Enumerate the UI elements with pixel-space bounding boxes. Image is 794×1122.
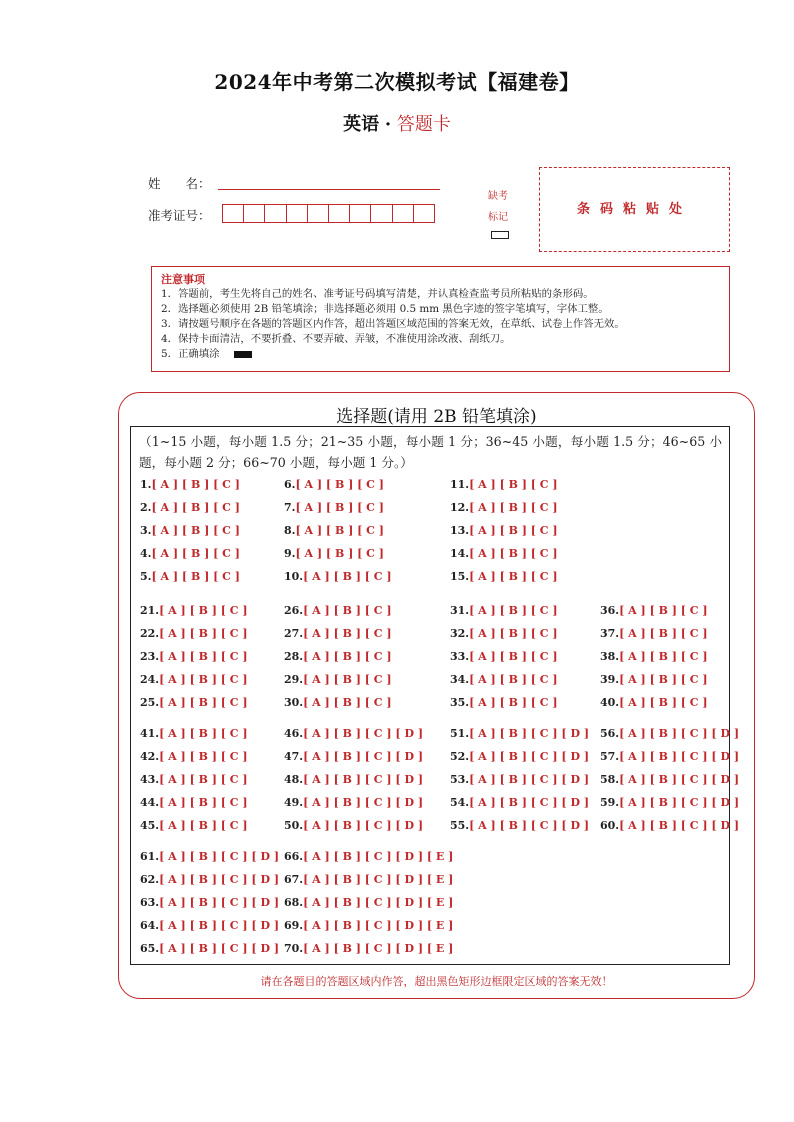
question-number: 35. bbox=[450, 696, 470, 709]
question-47-answer-row[interactable] bbox=[284, 750, 423, 763]
question-number: 22. bbox=[140, 627, 160, 640]
question-number: 45. bbox=[140, 819, 160, 832]
question-number: 43. bbox=[140, 773, 160, 786]
question-number: 6. bbox=[284, 478, 296, 491]
question-60-answer-row[interactable] bbox=[600, 819, 739, 832]
exam-number-digit-box[interactable] bbox=[286, 204, 308, 223]
question-44-answer-row[interactable] bbox=[140, 796, 248, 809]
answer-options[interactable]: [ A ] [ B ] [ C ] [ D ] [ E ] bbox=[303, 850, 454, 863]
answer-options[interactable]: [ A ] [ B ] [ C ] bbox=[295, 501, 384, 514]
answer-options[interactable]: [ A ] [ B ] [ C ] bbox=[295, 478, 384, 491]
answer-options[interactable]: [ A ] [ B ] [ C ] [ D ] bbox=[469, 796, 590, 809]
exam-number-digit-box[interactable] bbox=[370, 204, 392, 223]
answer-options[interactable]: [ A ] [ B ] [ C ] bbox=[159, 673, 248, 686]
question-number: 3. bbox=[140, 524, 152, 537]
question-number: 5. bbox=[140, 570, 152, 583]
answer-options[interactable]: [ A ] [ B ] [ C ] bbox=[469, 673, 558, 686]
barcode-label: 条码粘贴处 bbox=[576, 202, 692, 217]
question-number: 68. bbox=[284, 896, 304, 909]
question-49-answer-row[interactable] bbox=[284, 796, 423, 809]
answer-options[interactable]: [ A ] [ B ] [ C ] [ D ] bbox=[159, 896, 280, 909]
question-11-answer-row[interactable] bbox=[450, 478, 558, 491]
note-item: 2．选择题必须使用 2B 铅笔填涂；非选择题必须用 0.5 mm 黑色字迹的签字笔填写，字体工整。 bbox=[161, 303, 609, 315]
question-52-answer-row[interactable] bbox=[450, 750, 589, 763]
answer-options[interactable]: [ A ] [ B ] [ C ] bbox=[159, 773, 248, 786]
question-21-answer-row[interactable] bbox=[140, 604, 248, 617]
question-43-answer-row[interactable] bbox=[140, 773, 248, 786]
question-number: 44. bbox=[140, 796, 160, 809]
question-34-answer-row[interactable] bbox=[450, 673, 558, 686]
question-number: 1. bbox=[140, 478, 152, 491]
name-label: 姓 名： bbox=[148, 176, 211, 191]
question-39-answer-row[interactable] bbox=[600, 673, 708, 686]
answer-options[interactable]: [ A ] [ B ] [ C ] bbox=[295, 547, 384, 560]
question-number: 64. bbox=[140, 919, 160, 932]
question-50-answer-row[interactable] bbox=[284, 819, 423, 832]
absent-label-2: 标记 bbox=[488, 212, 508, 223]
exam-number-digit-box[interactable] bbox=[307, 204, 329, 223]
question-number: 46. bbox=[284, 727, 304, 740]
answer-options[interactable]: [ A ] [ B ] [ C ] bbox=[151, 524, 240, 537]
question-number: 51. bbox=[450, 727, 470, 740]
answer-options[interactable]: [ A ] [ B ] [ C ] [ D ] bbox=[469, 773, 590, 786]
filled-bubble-sample bbox=[234, 351, 252, 358]
subject-label: 英语 bbox=[343, 114, 380, 135]
answer-options[interactable]: [ A ] [ B ] [ C ] bbox=[295, 524, 384, 537]
mc-description: （1~15 小题，每小题 1.5 分；21~35 小题，每小题 1 分；36~45 小题，每小题 1.5 分；46~65 小题，每小题 2 分；66~70 小题，每小题 1 分。） bbox=[139, 434, 722, 470]
name-field[interactable] bbox=[218, 189, 440, 190]
answer-options[interactable]: [ A ] [ B ] [ C ] [ D ] bbox=[619, 773, 740, 786]
exam-number-digit-box[interactable] bbox=[264, 204, 286, 223]
answer-options[interactable]: [ A ] [ B ] [ C ] [ D ] bbox=[469, 750, 590, 763]
question-number: 26. bbox=[284, 604, 304, 617]
exam-number-boxes[interactable] bbox=[222, 204, 435, 223]
question-number: 2. bbox=[140, 501, 152, 514]
question-number: 21. bbox=[140, 604, 160, 617]
question-number: 54. bbox=[450, 796, 470, 809]
question-number: 47. bbox=[284, 750, 304, 763]
answer-options[interactable]: [ A ] [ B ] [ C ] [ D ] bbox=[159, 850, 280, 863]
question-number: 55. bbox=[450, 819, 470, 832]
answer-options[interactable]: [ A ] [ B ] [ C ] [ D ] bbox=[303, 773, 424, 786]
question-number: 34. bbox=[450, 673, 470, 686]
question-9-answer-row[interactable] bbox=[284, 547, 384, 560]
question-8-answer-row[interactable] bbox=[284, 524, 384, 537]
question-35-answer-row[interactable] bbox=[450, 696, 558, 709]
note-item-label: 5．正确填涂 bbox=[161, 348, 220, 360]
question-26-answer-row[interactable] bbox=[284, 604, 392, 617]
question-number: 48. bbox=[284, 773, 304, 786]
question-number: 32. bbox=[450, 627, 470, 640]
question-13-answer-row[interactable] bbox=[450, 524, 558, 537]
question-number: 56. bbox=[600, 727, 620, 740]
question-number: 29. bbox=[284, 673, 304, 686]
answer-options[interactable]: [ A ] [ B ] [ C ] [ D ] bbox=[469, 727, 590, 740]
question-number: 41. bbox=[140, 727, 160, 740]
question-25-answer-row[interactable] bbox=[140, 696, 248, 709]
question-53-answer-row[interactable] bbox=[450, 773, 589, 786]
notes-box bbox=[151, 266, 730, 372]
question-number: 4. bbox=[140, 547, 152, 560]
question-number: 52. bbox=[450, 750, 470, 763]
subtitle bbox=[0, 110, 794, 136]
answer-options[interactable]: [ A ] [ B ] [ C ] bbox=[303, 650, 392, 663]
question-28-answer-row[interactable] bbox=[284, 650, 392, 663]
note-item: 4．保持卡面清洁，不要折叠、不要弄破、弄皱，不准使用涂改液、刮纸刀。 bbox=[161, 333, 511, 345]
answer-options[interactable]: [ A ] [ B ] [ C ] bbox=[619, 627, 708, 640]
answer-options[interactable]: [ A ] [ B ] [ C ] bbox=[469, 604, 558, 617]
question-number: 7. bbox=[284, 501, 296, 514]
absent-label-1: 缺考 bbox=[488, 191, 508, 202]
question-3-answer-row[interactable] bbox=[140, 524, 240, 537]
question-40-answer-row[interactable] bbox=[600, 696, 708, 709]
question-number: 66. bbox=[284, 850, 304, 863]
exam-number-digit-box[interactable] bbox=[222, 204, 244, 223]
question-number: 49. bbox=[284, 796, 304, 809]
question-number: 57. bbox=[600, 750, 620, 763]
answer-options[interactable]: [ A ] [ B ] [ C ] bbox=[303, 604, 392, 617]
question-number: 40. bbox=[600, 696, 620, 709]
question-number: 70. bbox=[284, 942, 304, 955]
answer-options[interactable]: [ A ] [ B ] [ C ] bbox=[151, 570, 240, 583]
question-number: 53. bbox=[450, 773, 470, 786]
question-37-answer-row[interactable] bbox=[600, 627, 708, 640]
answer-options[interactable]: [ A ] [ B ] [ C ] [ D ] [ E ] bbox=[303, 942, 454, 955]
question-63-answer-row[interactable] bbox=[140, 896, 279, 909]
question-61-answer-row[interactable] bbox=[140, 850, 279, 863]
question-64-answer-row[interactable] bbox=[140, 919, 279, 932]
note-item: 1．答题前，考生先将自己的姓名、准考证号码填写清楚，并认真检查监考员所粘贴的条形码。 bbox=[161, 288, 594, 300]
question-number: 33. bbox=[450, 650, 470, 663]
question-65-answer-row[interactable] bbox=[140, 942, 279, 955]
question-66-answer-row[interactable] bbox=[284, 850, 453, 863]
question-6-answer-row[interactable] bbox=[284, 478, 384, 491]
subtitle-separator: · bbox=[384, 114, 392, 135]
answer-options[interactable]: [ A ] [ B ] [ C ] bbox=[303, 627, 392, 640]
question-2-answer-row[interactable] bbox=[140, 501, 240, 514]
absent-mark-box[interactable] bbox=[491, 231, 509, 239]
answer-options[interactable]: [ A ] [ B ] [ C ] [ D ] [ E ] bbox=[303, 919, 454, 932]
answer-options[interactable]: [ A ] [ B ] [ C ] [ D ] bbox=[469, 819, 590, 832]
exam-number-label: 准考证号： bbox=[148, 208, 211, 223]
question-15-answer-row[interactable] bbox=[450, 570, 558, 583]
question-51-answer-row[interactable] bbox=[450, 727, 589, 740]
barcode-area bbox=[539, 167, 730, 252]
question-45-answer-row[interactable] bbox=[140, 819, 248, 832]
question-56-answer-row[interactable] bbox=[600, 727, 739, 740]
mc-section-title: 选择题(请用 2B 铅笔填涂) bbox=[336, 407, 537, 427]
question-59-answer-row[interactable] bbox=[600, 796, 739, 809]
question-number: 13. bbox=[450, 524, 470, 537]
exam-number-digit-box[interactable] bbox=[392, 204, 414, 223]
answer-options[interactable]: [ A ] [ B ] [ C ] bbox=[469, 524, 558, 537]
answer-options[interactable]: [ A ] [ B ] [ C ] [ D ] bbox=[619, 819, 740, 832]
question-number: 38. bbox=[600, 650, 620, 663]
question-27-answer-row[interactable] bbox=[284, 627, 392, 640]
question-12-answer-row[interactable] bbox=[450, 501, 558, 514]
question-5-answer-row[interactable] bbox=[140, 570, 240, 583]
question-number: 42. bbox=[140, 750, 160, 763]
answer-area-warning: 请在各题目的答题区域内作答，超出黑色矩形边框限定区域的答案无效！ bbox=[260, 975, 613, 988]
answer-options[interactable]: [ A ] [ B ] [ C ] bbox=[151, 501, 240, 514]
answer-options[interactable]: [ A ] [ B ] [ C ] [ D ] bbox=[159, 873, 280, 886]
question-4-answer-row[interactable] bbox=[140, 547, 240, 560]
answer-options[interactable]: [ A ] [ B ] [ C ] bbox=[159, 750, 248, 763]
answer-options[interactable]: [ A ] [ B ] [ C ] [ D ] bbox=[619, 727, 740, 740]
question-1-answer-row[interactable] bbox=[140, 478, 240, 491]
question-number: 59. bbox=[600, 796, 620, 809]
answer-options[interactable]: [ A ] [ B ] [ C ] bbox=[303, 673, 392, 686]
answer-options[interactable]: [ A ] [ B ] [ C ] [ D ] [ E ] bbox=[303, 873, 454, 886]
question-68-answer-row[interactable] bbox=[284, 896, 453, 909]
question-number: 69. bbox=[284, 919, 304, 932]
answer-options[interactable]: [ A ] [ B ] [ C ] bbox=[159, 796, 248, 809]
question-number: 8. bbox=[284, 524, 296, 537]
question-number: 31. bbox=[450, 604, 470, 617]
question-number: 67. bbox=[284, 873, 304, 886]
answer-options[interactable]: [ A ] [ B ] [ C ] bbox=[159, 727, 248, 740]
answer-options[interactable]: [ A ] [ B ] [ C ] [ D ] bbox=[159, 942, 280, 955]
answer-options[interactable]: [ A ] [ B ] [ C ] bbox=[159, 650, 248, 663]
question-number: 24. bbox=[140, 673, 160, 686]
answer-options[interactable]: [ A ] [ B ] [ C ] bbox=[159, 696, 248, 709]
question-number: 58. bbox=[600, 773, 620, 786]
question-33-answer-row[interactable] bbox=[450, 650, 558, 663]
question-58-answer-row[interactable] bbox=[600, 773, 739, 786]
answer-options[interactable]: [ A ] [ B ] [ C ] bbox=[619, 650, 708, 663]
question-number: 15. bbox=[450, 570, 470, 583]
question-67-answer-row[interactable] bbox=[284, 873, 453, 886]
answer-options[interactable]: [ A ] [ B ] [ C ] bbox=[159, 627, 248, 640]
question-7-answer-row[interactable] bbox=[284, 501, 384, 514]
answer-options[interactable]: [ A ] [ B ] [ C ] bbox=[303, 696, 392, 709]
question-number: 23. bbox=[140, 650, 160, 663]
answer-options[interactable]: [ A ] [ B ] [ C ] bbox=[151, 547, 240, 560]
question-number: 30. bbox=[284, 696, 304, 709]
question-23-answer-row[interactable] bbox=[140, 650, 248, 663]
answer-options[interactable]: [ A ] [ B ] [ C ] bbox=[303, 570, 392, 583]
question-number: 61. bbox=[140, 850, 160, 863]
question-number: 27. bbox=[284, 627, 304, 640]
answer-options[interactable]: [ A ] [ B ] [ C ] bbox=[469, 696, 558, 709]
question-number: 28. bbox=[284, 650, 304, 663]
answer-options[interactable]: [ A ] [ B ] [ C ] [ D ] [ E ] bbox=[303, 896, 454, 909]
exam-number-digit-box[interactable] bbox=[413, 204, 435, 223]
answer-options[interactable]: [ A ] [ B ] [ C ] [ D ] bbox=[303, 750, 424, 763]
answer-options[interactable]: [ A ] [ B ] [ C ] [ D ] bbox=[159, 919, 280, 932]
answer-options[interactable]: [ A ] [ B ] [ C ] bbox=[619, 604, 708, 617]
question-number: 12. bbox=[450, 501, 470, 514]
question-10-answer-row[interactable] bbox=[284, 570, 392, 583]
question-32-answer-row[interactable] bbox=[450, 627, 558, 640]
answer-options[interactable]: [ A ] [ B ] [ C ] bbox=[469, 650, 558, 663]
answer-options[interactable]: [ A ] [ B ] [ C ] bbox=[619, 673, 708, 686]
question-36-answer-row[interactable] bbox=[600, 604, 708, 617]
question-48-answer-row[interactable] bbox=[284, 773, 423, 786]
exam-number-digit-box[interactable] bbox=[243, 204, 265, 223]
card-label: 答题卡 bbox=[396, 114, 451, 135]
answer-options[interactable]: [ A ] [ B ] [ C ] bbox=[159, 819, 248, 832]
answer-options[interactable]: [ A ] [ B ] [ C ] [ D ] bbox=[619, 750, 740, 763]
answer-options[interactable]: [ A ] [ B ] [ C ] bbox=[159, 604, 248, 617]
question-57-answer-row[interactable] bbox=[600, 750, 739, 763]
question-number: 37. bbox=[600, 627, 620, 640]
question-29-answer-row[interactable] bbox=[284, 673, 392, 686]
question-number: 60. bbox=[600, 819, 620, 832]
answer-options[interactable]: [ A ] [ B ] [ C ] bbox=[619, 696, 708, 709]
question-number: 65. bbox=[140, 942, 160, 955]
question-number: 36. bbox=[600, 604, 620, 617]
question-69-answer-row[interactable] bbox=[284, 919, 453, 932]
question-31-answer-row[interactable] bbox=[450, 604, 558, 617]
question-54-answer-row[interactable] bbox=[450, 796, 589, 809]
question-30-answer-row[interactable] bbox=[284, 696, 392, 709]
question-22-answer-row[interactable] bbox=[140, 627, 248, 640]
answer-options[interactable]: [ A ] [ B ] [ C ] bbox=[469, 478, 558, 491]
page-title: 2024年中考第二次模拟考试【福建卷】 bbox=[214, 70, 580, 94]
question-41-answer-row[interactable] bbox=[140, 727, 248, 740]
question-number: 9. bbox=[284, 547, 296, 560]
answer-options[interactable]: [ A ] [ B ] [ C ] [ D ] bbox=[303, 796, 424, 809]
question-number: 62. bbox=[140, 873, 160, 886]
exam-number-digit-box[interactable] bbox=[328, 204, 350, 223]
question-62-answer-row[interactable] bbox=[140, 873, 279, 886]
question-number: 10. bbox=[284, 570, 304, 583]
question-number: 39. bbox=[600, 673, 620, 686]
note-item: 3．请按题号顺序在各题的答题区内作答，超出答题区域范围的答案无效，在草纸、试卷上作答无效。 bbox=[161, 318, 625, 330]
question-number: 25. bbox=[140, 696, 160, 709]
exam-number-digit-box[interactable] bbox=[349, 204, 371, 223]
question-number: 11. bbox=[450, 478, 470, 491]
question-24-answer-row[interactable] bbox=[140, 673, 248, 686]
question-number: 14. bbox=[450, 547, 470, 560]
question-number: 50. bbox=[284, 819, 304, 832]
answer-options[interactable]: [ A ] [ B ] [ C ] bbox=[469, 570, 558, 583]
answer-options[interactable]: [ A ] [ B ] [ C ] [ D ] bbox=[303, 819, 424, 832]
question-38-answer-row[interactable] bbox=[600, 650, 708, 663]
answer-options[interactable]: [ A ] [ B ] [ C ] bbox=[151, 478, 240, 491]
answer-options[interactable]: [ A ] [ B ] [ C ] bbox=[469, 501, 558, 514]
answer-options[interactable]: [ A ] [ B ] [ C ] [ D ] bbox=[303, 727, 424, 740]
question-number: 63. bbox=[140, 896, 160, 909]
question-70-answer-row[interactable] bbox=[284, 942, 453, 955]
question-14-answer-row[interactable] bbox=[450, 547, 558, 560]
note-item-fill-sample bbox=[161, 347, 720, 362]
question-55-answer-row[interactable] bbox=[450, 819, 589, 832]
question-42-answer-row[interactable] bbox=[140, 750, 248, 763]
answer-options[interactable]: [ A ] [ B ] [ C ] bbox=[469, 627, 558, 640]
answer-options[interactable]: [ A ] [ B ] [ C ] [ D ] bbox=[619, 796, 740, 809]
answer-options[interactable]: [ A ] [ B ] [ C ] bbox=[469, 547, 558, 560]
question-46-answer-row[interactable] bbox=[284, 727, 423, 740]
notes-title: 注意事项 bbox=[161, 273, 205, 286]
